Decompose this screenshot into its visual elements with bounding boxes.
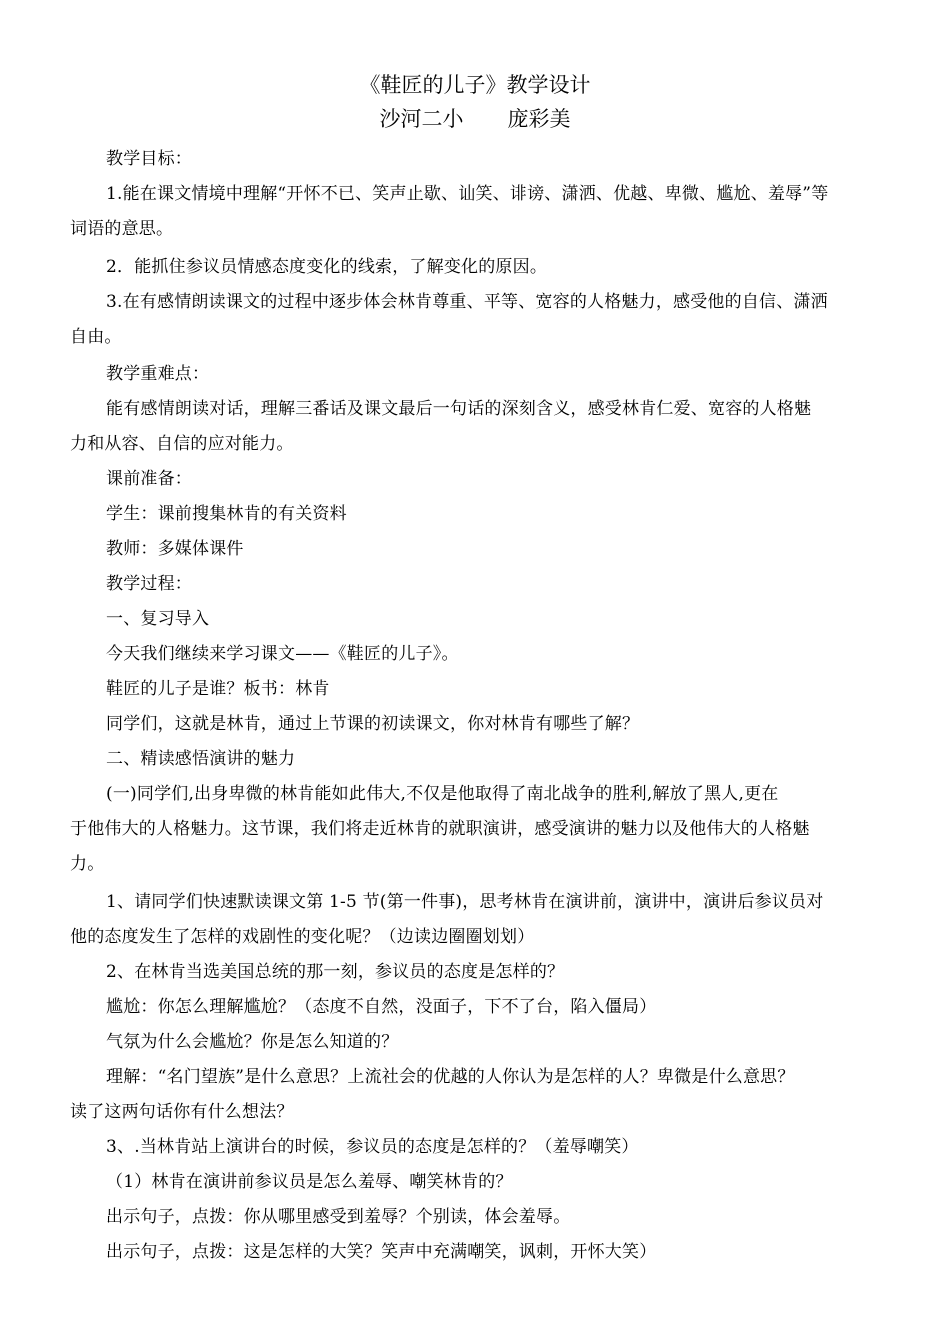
paragraph-line: 1、请同学们快速默读课文第 1-5 节(第一件事)，思考林肯在演讲前，演讲中，演讲后参议员对 [106, 892, 824, 912]
paragraph-line: （1）林肯在演讲前参议员是怎么羞辱、嘲笑林肯的？ [106, 1172, 513, 1192]
paragraph-line: 3.在有感情朗读课文的过程中逐步体会林肯尊重、平等、宽容的人格魅力，感受他的自信、潇洒 [106, 292, 828, 312]
paragraph-line: (一)同学们,出身卑微的林肯能如此伟大,不仅是他取得了南北战争的胜利,解放了黑人,更在 [106, 784, 779, 804]
paragraph-line: 读了这两句话你有什么想法？ [70, 1102, 294, 1122]
paragraph-line: 鞋匠的儿子是谁？板书：林肯 [106, 679, 330, 699]
paragraph-line: 课前准备： [106, 469, 192, 489]
paragraph-line: 3、.当林肯站上演讲台的时候，参议员的态度是怎样的？（羞辱嘲笑） [106, 1137, 639, 1157]
author-school: 沙河二小 [379, 107, 464, 131]
paragraph-line: 出示句子，点拨：这是怎样的大笑？笑声中充满嘲笑，讽刺，开怀大笑） [106, 1242, 657, 1262]
paragraph-line: 一、复习导入 [106, 609, 210, 629]
author-name: 庞彩美 [507, 107, 571, 131]
paragraph-line: 尴尬：你怎么理解尴尬？（态度不自然，没面子，下不了台，陷入僵局） [106, 997, 657, 1017]
paragraph-line: 出示句子，点拨：你从哪里感受到羞辱？个别读，体会羞辱。 [106, 1207, 571, 1227]
paragraph-line: 教学重难点： [106, 364, 210, 384]
paragraph-line: 能有感情朗读对话，理解三番话及课文最后一句话的深刻含义，感受林肯仁爱、宽容的人格魅 [106, 399, 812, 419]
paragraph-line: 2．能抓住参议员情感态度变化的线索，了解变化的原因。 [106, 257, 548, 277]
paragraph-line: 力和从容、自信的应对能力。 [70, 434, 294, 454]
author-line [0, 104, 950, 134]
paragraph-line: 2、在林肯当选美国总统的那一刻，参议员的态度是怎样的？ [106, 962, 565, 982]
paragraph-line: 二、精读感悟演讲的魅力 [106, 749, 296, 769]
paragraph-line: 今天我们继续来学习课文——《鞋匠的儿子》。 [106, 644, 459, 664]
paragraph-line: 自由。 [70, 327, 122, 347]
paragraph-line: 1.能在课文情境中理解“开怀不已、笑声止歇、讪笑、诽谤、潇洒、优越、卑微、尴尬、羞辱”等 [106, 184, 829, 204]
paragraph-line: 于他伟大的人格魅力。这节课，我们将走近林肯的就职演讲，感受演讲的魅力以及他伟大的人格魅 [70, 819, 810, 839]
paragraph-line: 力。 [70, 854, 105, 874]
paragraph-line: 词语的意思。 [70, 219, 174, 239]
paragraph-line: 理解：“名门望族”是什么意思？上流社会的优越的人你认为是怎样的人？卑微是什么意思？ [106, 1067, 795, 1087]
paragraph-line: 教学过程： [106, 574, 192, 594]
paragraph-line: 学生：课前搜集林肯的有关资料 [106, 504, 347, 524]
paragraph-line: 教学目标： [106, 149, 192, 169]
paragraph-line: 他的态度发生了怎样的戏剧性的变化呢？（边读边圈圈划划） [70, 927, 535, 947]
paragraph-line: 气氛为什么会尴尬？你是怎么知道的？ [106, 1032, 399, 1052]
paragraph-line: 教师：多媒体课件 [106, 539, 244, 559]
document-title: 《鞋匠的儿子》教学设计 [359, 73, 591, 97]
paragraph-line: 同学们，这就是林肯，通过上节课的初读课文，你对林肯有哪些了解？ [106, 714, 640, 734]
